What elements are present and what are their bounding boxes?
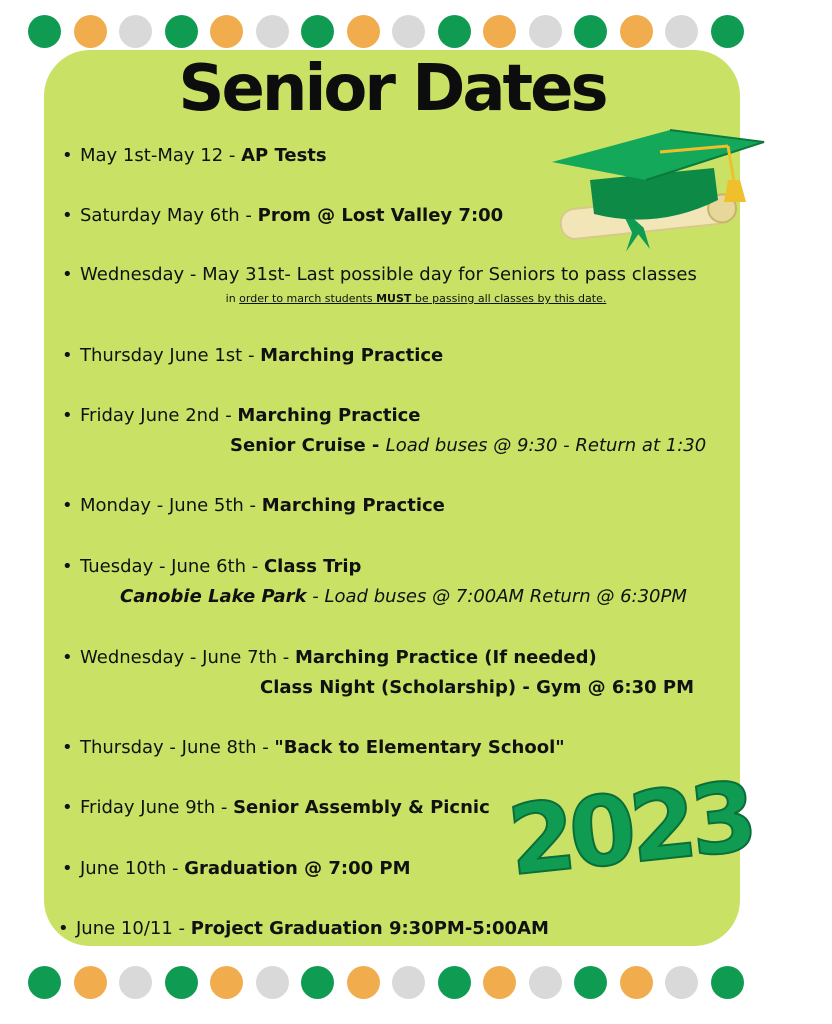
senior-cruise-line: Senior Cruise - Load buses @ 9:30 - Return at 1:30 [230,435,707,456]
top-dot-border [0,15,768,55]
class-trip-line: Canobie Lake Park - Load buses @ 7:00AM Return @ 6:30PM [120,586,687,607]
decorative-dot [301,15,334,48]
decorative-dot [74,966,107,999]
list-item: • Saturday May 6th - Prom @ Lost Valley 7:00 [62,205,504,226]
decorative-dot [438,15,471,48]
decorative-dot [165,15,198,48]
decorative-dot [256,966,289,999]
list-item: • June 10th - Graduation @ 7:00 PM [62,858,411,879]
graduation-cap-icon [548,122,768,262]
decorative-dot [28,15,61,48]
list-item: • Monday - June 5th - Marching Practice [62,495,445,516]
decorative-dot [711,15,744,48]
decorative-dot [574,15,607,48]
year-graphic [503,760,757,898]
decorative-dot [483,15,516,48]
list-item: • May 1st-May 12 - AP Tests [62,145,327,166]
decorative-dot [574,966,607,999]
decorative-dot [28,966,61,999]
decorative-dot [119,966,152,999]
year-text: 2023 [503,760,757,898]
decorative-dot [119,15,152,48]
list-item: • Friday June 9th - Senior Assembly & Picnic [62,797,490,818]
bottom-dot-border [0,966,768,1006]
class-night-line: Class Night (Scholarship) - Gym @ 6:30 PM [260,677,695,698]
decorative-dot [529,15,562,48]
decorative-dot [620,15,653,48]
list-item: • Wednesday - May 31st- Last possible day for Seniors to pass classes [62,264,697,285]
list-item: • Thursday - June 8th - "Back to Elementary School" [62,737,565,758]
decorative-dot [74,15,107,48]
decorative-dot [392,15,425,48]
decorative-dot [210,966,243,999]
decorative-dot [210,15,243,48]
list-item: • Friday June 2nd - Marching Practice [62,405,421,426]
decorative-dot [620,966,653,999]
decorative-dot [665,966,698,999]
decorative-dot [529,966,562,999]
list-item: • Tuesday - June 6th - Class Trip [62,556,362,577]
decorative-dot [483,966,516,999]
page-title: Senior Dates [178,52,606,126]
list-item: • June 10/11 - Project Graduation 9:30PM-5:00AM [58,918,549,939]
decorative-dot [392,966,425,999]
requirement-note: in order to march students MUST be passing all classes by this date. [225,292,607,305]
decorative-dot [347,15,380,48]
decorative-dot [301,966,334,999]
decorative-dot [438,966,471,999]
list-item: • Thursday June 1st - Marching Practice [62,345,444,366]
decorative-dot [665,15,698,48]
list-item: • Wednesday - June 7th - Marching Practice (If needed) [62,647,597,668]
decorative-dot [256,15,289,48]
decorative-dot [347,966,380,999]
decorative-dot [165,966,198,999]
decorative-dot [711,966,744,999]
